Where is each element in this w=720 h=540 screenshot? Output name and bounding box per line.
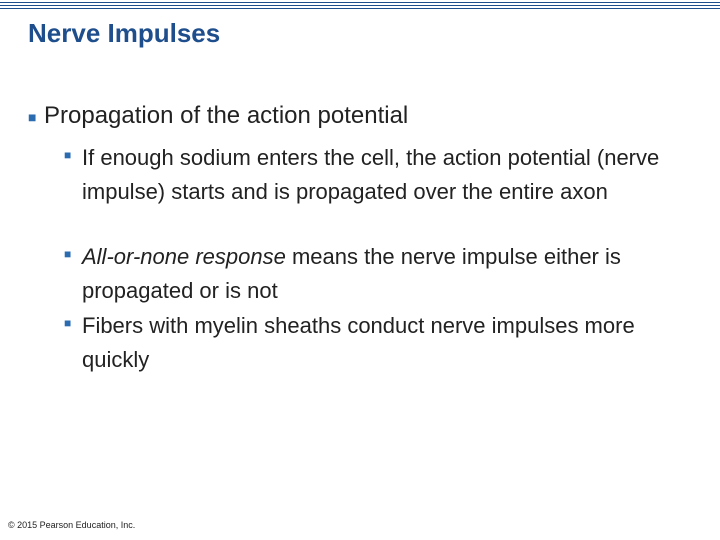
bullet-level1: Propagation of the action potential [44, 102, 409, 129]
rule-line [0, 5, 720, 6]
sub-bullet-text: If enough sodium enters the cell, the action potential (nerve impulse) starts and is propagated over the entire axon [82, 145, 660, 204]
sub-bullet-italic: All-or-none response [82, 244, 286, 269]
square-bullet-icon: ■ [64, 316, 72, 330]
square-bullet-icon: ■ [28, 109, 37, 125]
rule-line [0, 2, 720, 3]
slide-title: Nerve Impulses [28, 18, 221, 48]
rule-line [0, 8, 720, 9]
square-bullet-icon: ■ [64, 247, 72, 261]
sub-bullet-text: Fibers with myelin sheaths conduct nerve impulses more quickly [82, 313, 635, 372]
sub-bullet [82, 309, 702, 377]
sub-bullet-text: means the nerve impulse either is propagated or is not [82, 244, 621, 303]
sub-bullet [82, 240, 702, 308]
top-rule [0, 0, 720, 14]
square-bullet-icon: ■ [64, 148, 72, 162]
sub-bullet [82, 141, 702, 209]
copyright-footer: © 2015 Pearson Education, Inc. [8, 520, 136, 530]
